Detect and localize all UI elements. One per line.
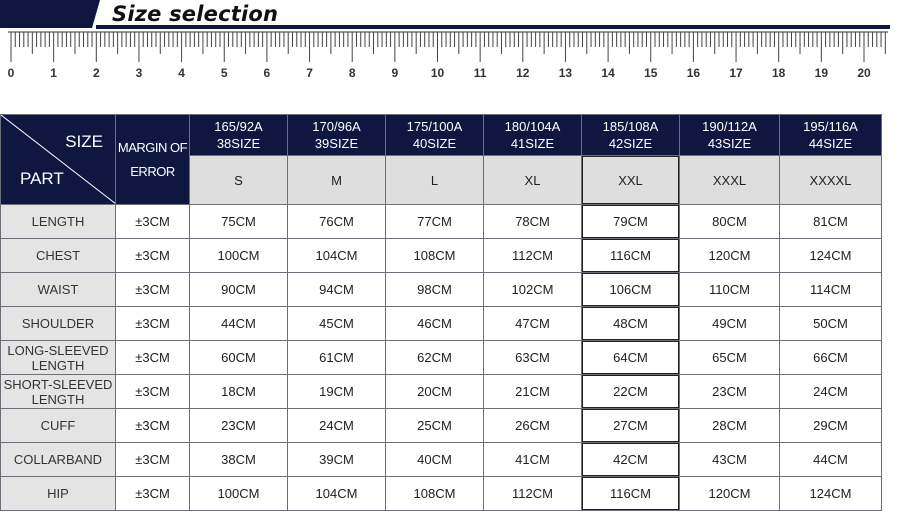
measurement-cell: 78CM — [484, 205, 582, 239]
ruler-label: 11 — [473, 66, 487, 80]
measurement-cell: 41CM — [484, 443, 582, 477]
page-title: Size selection — [112, 2, 279, 26]
measurement-cell: 120CM — [680, 239, 780, 273]
ruler-label: 12 — [516, 66, 530, 80]
measurement-cell: 124CM — [780, 477, 882, 511]
part-label: WAIST — [1, 273, 116, 307]
measurement-cell: 45CM — [288, 307, 386, 341]
measurement-cell: 38CM — [190, 443, 288, 477]
tolerance-cell: ±3CM — [116, 341, 190, 375]
size-code-header — [780, 115, 882, 156]
measurement-cell: 46CM — [386, 307, 484, 341]
measurement-cell: 65CM — [680, 341, 780, 375]
measurement-cell: 43CM — [680, 443, 780, 477]
measurement-cell: 44CM — [190, 307, 288, 341]
measurement-cell: 25CM — [386, 409, 484, 443]
ruler-label: 10 — [430, 66, 445, 80]
ruler-label: 2 — [92, 66, 100, 80]
measurement-cell: 44CM — [780, 443, 882, 477]
corner-part-label: PART — [20, 169, 64, 188]
size-part-corner — [1, 115, 116, 205]
ruler-label: 18 — [772, 66, 786, 80]
size-chart-table — [0, 114, 882, 511]
part-label: SHORT-SLEEVED LENGTH — [1, 375, 116, 409]
measurement-cell: 28CM — [680, 409, 780, 443]
ruler-label: 7 — [306, 66, 313, 80]
measurement-cell: 18CM — [190, 375, 288, 409]
letter-size-header: XL — [484, 156, 582, 205]
ruler-label: 14 — [601, 66, 615, 80]
measurement-cell: 22CM — [582, 375, 680, 409]
table-row — [1, 239, 882, 273]
measurement-cell: 66CM — [780, 341, 882, 375]
measurement-cell: 24CM — [288, 409, 386, 443]
measurement-cell: 24CM — [780, 375, 882, 409]
measurement-cell: 77CM — [386, 205, 484, 239]
measurement-cell: 100CM — [190, 239, 288, 273]
part-label: CUFF — [1, 409, 116, 443]
measurement-cell: 40CM — [386, 443, 484, 477]
numeric-size: 38SIZE — [216, 136, 261, 151]
table-row — [1, 443, 882, 477]
part-label: LENGTH — [1, 205, 116, 239]
measurement-cell: 110CM — [680, 273, 780, 307]
measurement-cell: 104CM — [288, 477, 386, 511]
measurement-cell: 20CM — [386, 375, 484, 409]
measurement-cell: 81CM — [780, 205, 882, 239]
size-code-header — [680, 115, 780, 156]
tolerance-cell: ±3CM — [116, 273, 190, 307]
height-bust-code: 190/112A — [702, 119, 757, 134]
measurement-cell: 112CM — [484, 239, 582, 273]
ruler-label: 0 — [7, 66, 15, 80]
table-row — [1, 205, 882, 239]
tolerance-cell: ±3CM — [116, 409, 190, 443]
height-bust-code: 175/100A — [406, 119, 463, 134]
measurement-cell: 112CM — [484, 477, 582, 511]
part-label: HIP — [1, 477, 116, 511]
measurement-cell: 116CM — [582, 239, 680, 273]
letter-size-header: S — [190, 156, 288, 205]
height-bust-code: 185/108A — [602, 119, 659, 134]
measurement-cell: 108CM — [386, 239, 484, 273]
measurement-cell: 60CM — [190, 341, 288, 375]
measurement-cell: 120CM — [680, 477, 780, 511]
measurement-cell: 100CM — [190, 477, 288, 511]
tolerance-cell: ±3CM — [116, 205, 190, 239]
table-row — [1, 477, 882, 511]
measurement-cell: 90CM — [190, 273, 288, 307]
measurement-cell: 42CM — [582, 443, 680, 477]
measurement-cell: 29CM — [780, 409, 882, 443]
measurement-cell: 39CM — [288, 443, 386, 477]
measurement-cell: 47CM — [484, 307, 582, 341]
ruler-label: 8 — [348, 66, 356, 80]
table-row — [1, 409, 882, 443]
measurement-cell: 61CM — [288, 341, 386, 375]
numeric-size: 42SIZE — [608, 136, 653, 151]
letter-size-header: XXXXL — [780, 156, 882, 205]
measurement-cell: 79CM — [582, 205, 680, 239]
part-label: CHEST — [1, 239, 116, 273]
table-row — [1, 273, 882, 307]
letter-size-header: XXL — [582, 156, 680, 205]
ruler-label: 6 — [263, 66, 271, 80]
measurement-cell: 23CM — [680, 375, 780, 409]
ruler-label: 1 — [50, 66, 57, 80]
corner-diagonal — [1, 115, 116, 204]
measurement-cell: 102CM — [484, 273, 582, 307]
measurement-cell: 108CM — [386, 477, 484, 511]
measurement-cell: 116CM — [582, 477, 680, 511]
measurement-cell: 48CM — [582, 307, 680, 341]
ruler-label: 4 — [178, 66, 185, 80]
ruler-label: 9 — [391, 66, 399, 80]
letter-size-header: XXXL — [680, 156, 780, 205]
measurement-cell: 19CM — [288, 375, 386, 409]
measurement-cell: 49CM — [680, 307, 780, 341]
ruler-label: 3 — [135, 66, 143, 80]
tolerance-cell: ±3CM — [116, 307, 190, 341]
part-label: LONG-SLEEVED LENGTH — [1, 341, 116, 375]
tolerance-cell: ±3CM — [116, 477, 190, 511]
ruler-label: 13 — [558, 66, 573, 80]
ruler-label: 5 — [220, 66, 228, 80]
letter-size-header: M — [288, 156, 386, 205]
measurement-cell: 23CM — [190, 409, 288, 443]
measurement-cell: 94CM — [288, 273, 386, 307]
ruler-ticks — [0, 31, 900, 65]
table-row — [1, 307, 882, 341]
table-row — [1, 341, 882, 375]
table-row — [1, 375, 882, 409]
numeric-size: 40SIZE — [412, 136, 457, 151]
numeric-size: 43SIZE — [707, 136, 752, 151]
measurement-cell: 75CM — [190, 205, 288, 239]
part-label: COLLARBAND — [1, 443, 116, 477]
tolerance-cell: ±3CM — [116, 443, 190, 477]
measurement-cell: 63CM — [484, 341, 582, 375]
measurement-cell: 98CM — [386, 273, 484, 307]
measurement-cell: 50CM — [780, 307, 882, 341]
measurement-cell: 21CM — [484, 375, 582, 409]
height-bust-code: 165/92A — [214, 119, 263, 134]
size-code-header — [582, 115, 680, 156]
height-bust-code: 180/104A — [504, 119, 561, 134]
measuring-ruler — [0, 31, 900, 83]
measurement-cell: 62CM — [386, 341, 484, 375]
banner-accent — [0, 0, 100, 28]
height-bust-code: 195/116A — [803, 119, 858, 134]
measurement-cell: 104CM — [288, 239, 386, 273]
ruler-label: 20 — [857, 66, 871, 80]
measurement-cell: 124CM — [780, 239, 882, 273]
measurement-cell: 26CM — [484, 409, 582, 443]
margin-of-error-header: MARGIN OF ERROR — [116, 115, 190, 205]
measurement-cell: 80CM — [680, 205, 780, 239]
ruler-label: 15 — [644, 66, 658, 80]
measurement-cell: 27CM — [582, 409, 680, 443]
numeric-size: 39SIZE — [314, 136, 359, 151]
numeric-size: 41SIZE — [510, 136, 555, 151]
ruler-label: 17 — [729, 66, 743, 80]
ruler-label: 16 — [686, 66, 701, 80]
tolerance-cell: ±3CM — [116, 239, 190, 273]
letter-size-header: L — [386, 156, 484, 205]
measurement-cell: 106CM — [582, 273, 680, 307]
measurement-cell: 76CM — [288, 205, 386, 239]
height-bust-code: 170/96A — [312, 119, 361, 134]
ruler-label: 19 — [814, 66, 829, 80]
measurement-cell: 64CM — [582, 341, 680, 375]
corner-size-label: SIZE — [65, 132, 103, 151]
part-label: SHOULDER — [1, 307, 116, 341]
size-code-header — [288, 115, 386, 156]
size-code-header — [386, 115, 484, 156]
size-code-header — [484, 115, 582, 156]
header-banner — [0, 0, 890, 30]
measurement-cell: 114CM — [780, 273, 882, 307]
tolerance-cell: ±3CM — [116, 375, 190, 409]
size-code-header — [190, 115, 288, 156]
numeric-size: 44SIZE — [808, 136, 853, 151]
